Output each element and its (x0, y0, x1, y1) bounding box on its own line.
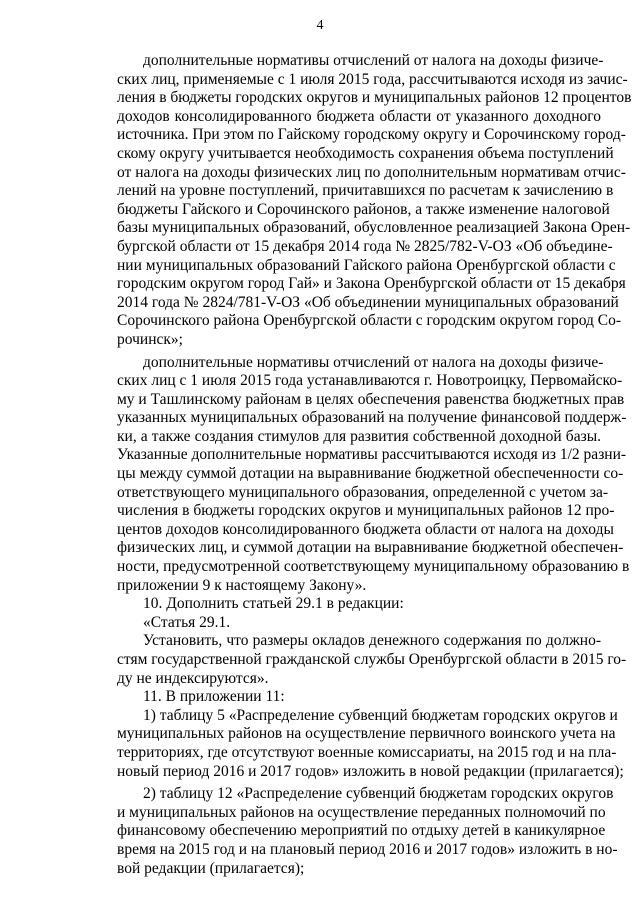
text-line: ответствующего муниципального образования, определенной с учетом за- (117, 483, 608, 501)
text-line: 10. Дополнить статьей 29.1 в редакции: (143, 595, 404, 613)
text-line: скому округу учитывается необходимость сохранения объема поступлений (117, 144, 614, 162)
text-line: Сорочинского района Оренбургской области с городским округом город Со- (117, 312, 622, 330)
document-body (117, 52, 632, 878)
text-line: 2014 года № 2824/781-V-ОЗ «Об объединении муниципальных образований (117, 293, 619, 311)
text-line: и муниципальных районов на осуществление переданных полномочий по (117, 803, 606, 821)
text-line: нии муниципальных образований Гайского района Оренбургской области с (117, 256, 616, 274)
text-line: муниципальных районов на осуществление первичного воинского учета на (117, 725, 616, 743)
paragraph (117, 52, 632, 350)
text-line: базы муниципальных образований, обусловленное реализацией Закона Орен- (117, 219, 631, 237)
text-line: числения в бюджеты городских округов и муниципальных районов 12 про- (117, 502, 615, 520)
paragraph (117, 614, 601, 633)
text-line: приложении 9 к настоящему Закону». (117, 576, 367, 594)
text-line: ду не индексируются». (117, 669, 269, 687)
text-line: ских лиц, применяемые с 1 июля 2015 года, рассчитываются исходя из зачис- (117, 70, 628, 88)
text-line: Установить, что размеры окладов денежного содержания по должно- (143, 632, 601, 650)
text-line: бюджеты Гайского и Сорочинского районов, а также изменение налоговой (117, 200, 610, 218)
paragraph (117, 632, 627, 688)
text-line: 2) таблицу 12 «Распределение субвенций бюджетам городских округов (143, 785, 614, 803)
text-line: ности, предусмотренной соответствующему муниципальному образованию в (117, 558, 630, 576)
text-line: ских лиц с 1 июля 2015 года устанавливаются г. Новотроицку, Первомайско- (117, 372, 623, 390)
text-line: территориях, где отсутствуют военные комиссариаты, на 2015 год и на пла- (117, 743, 617, 761)
paragraph (117, 688, 601, 707)
text-line: центов доходов консолидированного бюджета области от налога на доходы (117, 520, 614, 538)
paragraph (117, 353, 630, 596)
text-line: дополнительные нормативы отчислений от налога на доходы физиче- (143, 353, 604, 371)
text-line: источника. При этом по Гайскому городскому округу и Сорочинскому город- (117, 126, 626, 144)
text-line: дополнительные нормативы отчислений от налога на доходы физиче- (143, 52, 604, 69)
text-line: указанных муниципальных образований на получение финансовой поддерж- (117, 409, 627, 427)
paragraph (117, 706, 624, 781)
text-line: ления в бюджеты городских округов и муниципальных районов 12 процентов (117, 89, 632, 107)
text-line: стям государственной гражданской службы Оренбургской области в 2015 го- (117, 651, 627, 668)
text-line: городским округом город Гай» и Закона Оренбургской области от 15 декабря (117, 275, 626, 293)
text-line: рочинск»; (117, 330, 183, 348)
text-line: финансовому обеспечению мероприятий по отдыху детей в каникулярное (117, 822, 606, 840)
text-line: цы между суммой дотации на выравнивание бюджетной обеспеченности со- (117, 465, 624, 483)
text-line: 11. В приложении 11: (143, 688, 285, 706)
text-line: новый период 2016 и 2017 годов» изложить в новой редакции (прилагается); (117, 762, 624, 780)
text-line: Указанные дополнительные нормативы рассчитываются исходя из 1/2 разни- (117, 446, 627, 464)
text-line: лений на уровне поступлений, причитавшихся по расчетам к зачислению в (117, 182, 614, 200)
text-line: время на 2015 год и на плановый период 2016 и 2017 годов» изложить в но- (117, 840, 618, 858)
text-line: физических лиц, и суммой дотации на выравнивание бюджетной обеспечен- (117, 539, 624, 557)
text-line: доходов консолидированного бюджета области от указанного доходного (117, 107, 601, 125)
text-line: ки, а также создания стимулов для развития собственной доходной базы. (117, 427, 601, 445)
paragraph (117, 785, 618, 878)
text-line: вой редакции (прилагается); (117, 859, 305, 877)
page-number: 4 (316, 18, 324, 33)
text-line: «Статья 29.1. (143, 613, 231, 631)
text-line: му и Ташлинскому районам в целях обеспечения равенства бюджетных прав (117, 390, 625, 408)
text-line: от налога на доходы физических лиц по дополнительным нормативам отчис- (117, 163, 626, 181)
text-line: бургской области от 15 декабря 2014 года № 2825/782-V-ОЗ «Об объедине- (117, 237, 613, 255)
paragraph (117, 595, 601, 614)
text-line: 1) таблицу 5 «Распределение субвенций бюджетам городских округов и (143, 706, 618, 724)
